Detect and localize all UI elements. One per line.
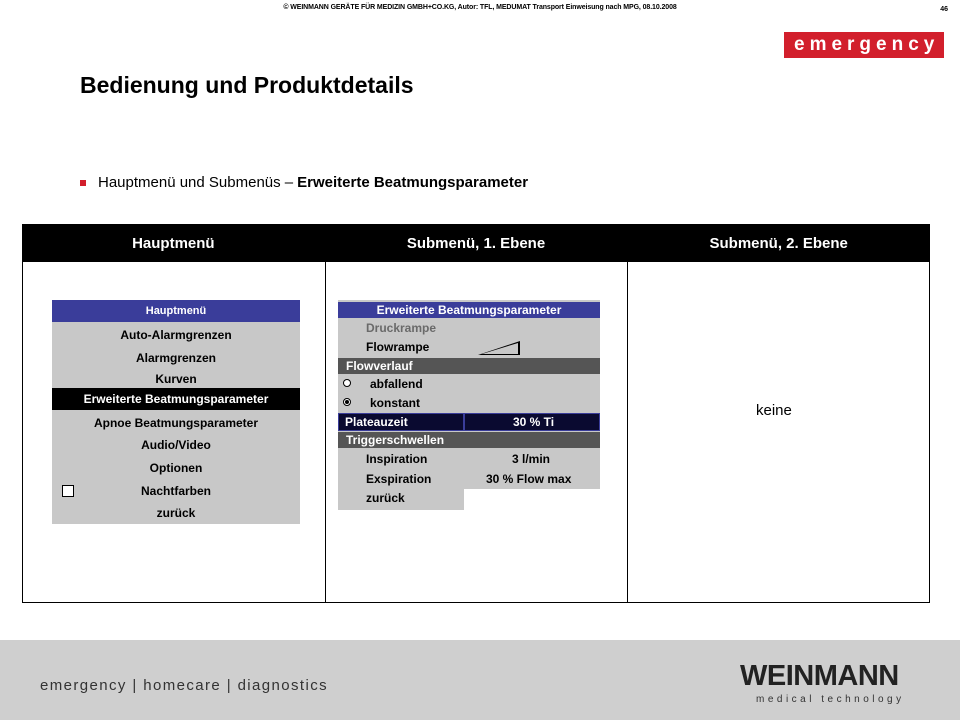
flowrampe-label: Flowrampe (366, 340, 430, 354)
submenu-row-exspiration[interactable] (338, 470, 600, 488)
menu-item-zurueck[interactable]: zurück (156, 506, 196, 520)
submenu-row-flowrampe[interactable] (338, 338, 600, 356)
menu-item-kurven[interactable]: Kurven (155, 372, 197, 386)
submenu-row-inspiration[interactable] (338, 450, 600, 468)
hauptmenu-title: Hauptmenü (52, 300, 300, 322)
exspiration-label: Exspiration (366, 472, 432, 486)
menu-item-alarmgrenzen[interactable]: Alarmgrenzen (135, 351, 217, 365)
column-header-submenu-2: Submenü, 2. Ebene (709, 235, 848, 252)
emergency-logo: emergency (784, 32, 944, 58)
flowverlauf-group-header: Flowverlauf (338, 358, 600, 374)
column-divider (627, 262, 628, 603)
keine-label: keine (756, 402, 792, 419)
inspiration-value: 3 l/min (512, 452, 551, 466)
footer-tagline: emergency | homecare | diagnostics (40, 677, 329, 694)
bullet-square-icon (80, 180, 86, 186)
cell-divider (463, 414, 465, 430)
copyright-line: © WEINMANN GERÄTE FÜR MEDIZIN GMBH+CO.KG, Autor: TFL, MEDUMAT Transport Einweisung nach MPG, 08.10.2008 (283, 4, 677, 11)
weinmann-logo-subtitle: medical technology (756, 694, 905, 705)
abfallend-label: abfallend (370, 377, 423, 391)
table-header (22, 224, 930, 262)
menu-item-nachtfarben[interactable] (52, 484, 300, 498)
page-title: Bedienung und Produktdetails (80, 72, 414, 98)
bullet-bold-text: Erweiterte Beatmungsparameter (297, 174, 529, 191)
column-header-hauptmenu: Hauptmenü (132, 235, 215, 252)
menu-item-label: Nachtfarben (140, 484, 211, 498)
plateauzeit-label: Plateauzeit (345, 415, 408, 429)
menu-item-erweiterte-beatmungsparameter[interactable]: Erweiterte Beatmungsparameter (52, 388, 300, 410)
column-header-submenu-1: Submenü, 1. Ebene (406, 235, 546, 252)
submenu-row-konstant[interactable] (338, 394, 600, 412)
column-divider (325, 262, 326, 603)
submenu-title: Erweiterte Beatmungsparameter (338, 302, 600, 318)
menu-item-apnoe-beatmungsparameter[interactable]: Apnoe Beatmungsparameter (93, 416, 259, 430)
menu-item-optionen[interactable]: Optionen (149, 461, 203, 475)
hauptmenu-screenshot (52, 300, 300, 524)
submenu-row-plateauzeit[interactable] (338, 413, 600, 431)
radio-empty-icon[interactable] (342, 378, 352, 388)
konstant-label: konstant (370, 396, 421, 410)
page-number: 46 (940, 6, 948, 13)
submenu-screenshot (338, 300, 600, 510)
ramp-icon (476, 340, 522, 356)
menu-item-audio-video[interactable]: Audio/Video (141, 438, 211, 452)
druckrampe-label: Druckrampe (366, 321, 437, 335)
zurueck-label: zurück (366, 491, 405, 505)
bullet-text: Hauptmenü und Submenüs – (98, 174, 294, 191)
empty-field (464, 489, 600, 510)
exspiration-value: 30 % Flow max (486, 472, 572, 486)
submenu-row-druckrampe[interactable] (338, 320, 600, 338)
checkbox-icon[interactable] (62, 485, 74, 497)
menu-item-auto-alarmgrenzen[interactable]: Auto-Alarmgrenzen (120, 328, 232, 342)
bullet-point (80, 174, 528, 191)
weinmann-logo: WEINMANN (740, 660, 899, 692)
inspiration-label: Inspiration (366, 452, 428, 466)
triggerschwellen-group-header: Triggerschwellen (338, 432, 600, 448)
radio-selected-icon[interactable] (342, 397, 352, 407)
submenu-row-abfallend[interactable] (338, 375, 600, 393)
plateauzeit-value: 30 % Ti (513, 415, 555, 429)
